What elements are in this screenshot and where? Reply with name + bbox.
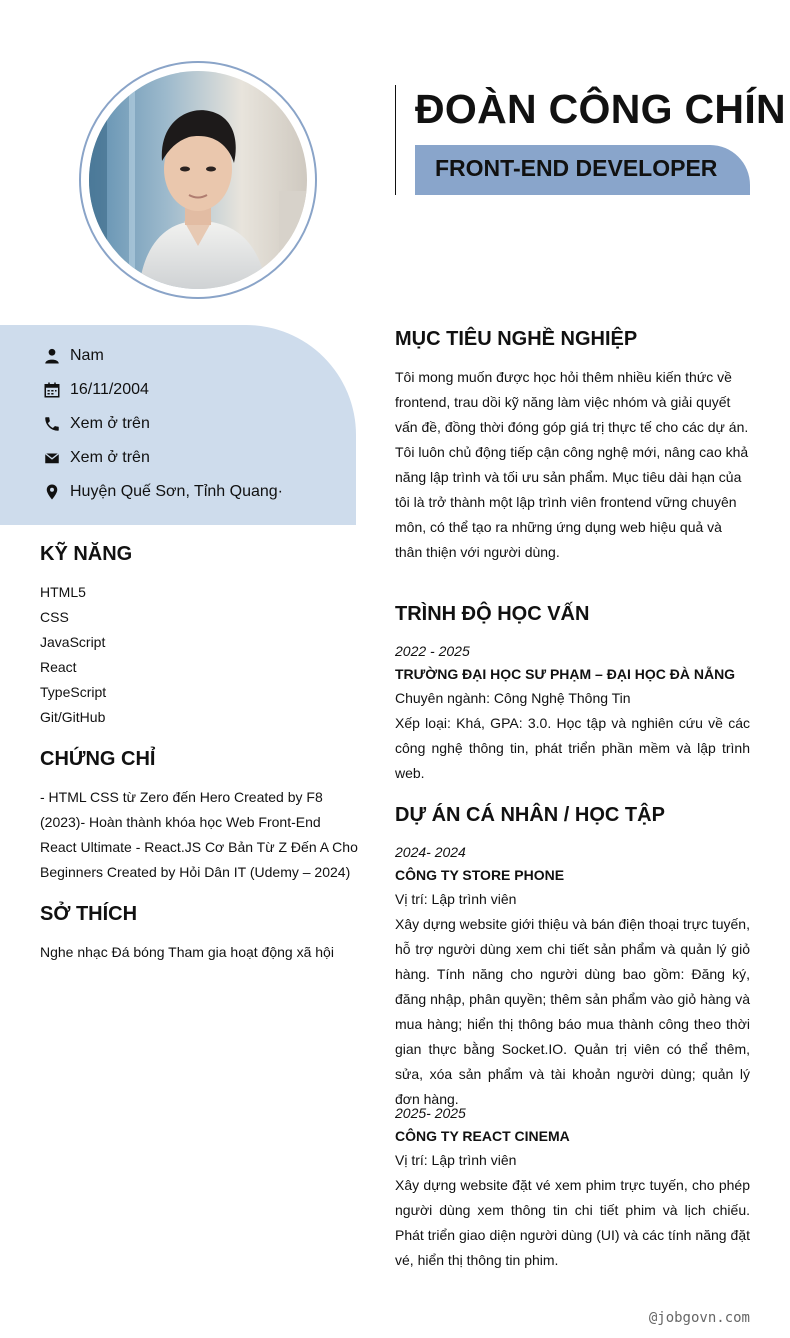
contact-gender — [42, 339, 104, 373]
skill-item: CSS — [40, 609, 69, 625]
header-divider — [395, 85, 396, 195]
project-description: Xây dựng website đặt vé xem phim trực tuyến, cho phép người dùng xem thông tin chi tiết phim và lịch chiếu. Phát triển giao diện người dùng (UI) và các tính năng đặt vé, hiển thị thông tin phim. — [395, 1177, 750, 1268]
education-detail: Xếp loại: Khá, GPA: 3.0. Học tập và nghiên cứu về các công nghệ thông tin, phát triển phần mềm và lập trình web. — [395, 715, 750, 781]
candidate-name: ĐOÀN CÔNG CHÍN — [415, 86, 786, 132]
contact-phone-text: Xem ở trên — [70, 415, 150, 432]
watermark: @jobgovn.com — [648, 1310, 750, 1326]
skill-item: HTML5 — [40, 584, 86, 600]
avatar-photo — [89, 71, 307, 289]
avatar — [89, 71, 307, 289]
skill-item: JavaScript — [40, 634, 106, 650]
candidate-role: FRONT-END DEVELOPER — [435, 155, 718, 181]
contact-gender-text: Nam — [70, 347, 104, 364]
project-period: 2024- 2024 — [395, 844, 466, 860]
education-major: Chuyên ngành: Công Nghệ Thông Tin — [395, 690, 631, 706]
skills-title: KỸ NĂNG — [40, 543, 133, 565]
projects-title: DỰ ÁN CÁ NHÂN / HỌC TẬP — [395, 804, 665, 826]
certificates-title: CHỨNG CHỈ — [40, 748, 156, 770]
hobbies-text: Nghe nhạc Đá bóng Tham gia hoạt động xã hội — [40, 944, 334, 960]
objective-title: MỤC TIÊU NGHỀ NGHIỆP — [395, 328, 638, 350]
project-position: Vị trí: Lập trình viên — [395, 1152, 517, 1168]
project-name: CÔNG TY REACT CINEMA — [395, 1128, 570, 1144]
education-title: TRÌNH ĐỘ HỌC VẤN — [395, 603, 590, 625]
contact-email — [42, 441, 150, 475]
education-school: TRƯỜNG ĐẠI HỌC SƯ PHẠM – ĐẠI HỌC ĐÀ NẴNG — [395, 666, 736, 682]
calendar-icon — [42, 380, 62, 400]
contact-email-text: Xem ở trên — [70, 449, 150, 466]
contact-phone — [42, 407, 150, 441]
mail-icon — [42, 448, 62, 468]
contact-dob-text: 16/11/2004 — [70, 381, 149, 398]
contact-dob — [42, 373, 149, 407]
objective-text: Tôi mong muốn được học hỏi thêm nhiều kiến thức về frontend, trau dồi kỹ năng làm việc nhóm và giải quyết vấn đề, đồng thời đóng góp giá trị thực tế cho các dự án. Tôi luôn chủ động tiếp cận công nghệ mới, nâng cao khả năng lập trình và tối ưu sản phẩm. Mục tiêu dài hạn của tôi là trở thành một lập trình viên frontend vững chuyên môn, có thể tạo ra những ứng dụng web hiệu quả và thân thiện với người dùng. — [395, 369, 749, 560]
project-name: CÔNG TY STORE PHONE — [395, 867, 565, 883]
project-description: Xây dựng website giới thiệu và bán điện thoại trực tuyến, hỗ trợ người dùng xem chi tiết sản phẩm và quản lý giỏ hàng. Tính năng cho người dùng bao gồm: Đăng ký, đăng nhập, phân quyền; thêm sản phẩm vào giỏ hàng và mua hàng; hiển thị thông báo mua thành công theo thời gian thực bằng Socket.IO. Quản trị viên có thể thêm, sửa, xóa sản phẩm và tài khoản người dùng; quản lý đơn hàng. — [395, 916, 750, 1107]
skill-item: React — [40, 659, 77, 675]
skill-item: Git/GitHub — [40, 709, 106, 725]
skill-item: TypeScript — [40, 684, 107, 700]
phone-icon — [42, 414, 62, 434]
project-period: 2025- 2025 — [395, 1105, 466, 1121]
contact-address-text: Huyện Quế Sơn, Tỉnh Quang· — [70, 483, 283, 500]
education-period: 2022 - 2025 — [395, 643, 470, 659]
project-position: Vị trí: Lập trình viên — [395, 891, 517, 907]
location-pin-icon — [42, 482, 62, 502]
person-icon — [42, 346, 62, 366]
contact-address — [42, 475, 283, 509]
hobbies-title: SỞ THÍCH — [40, 903, 138, 925]
certificates-text: - HTML CSS từ Zero đến Hero Created by F8 (2023)- Hoàn thành khóa học Web Front-End React Ultimate - React.JS Cơ Bản Từ Z Đến A Cho Beginners Created by Hỏi Dân IT (Udemy – 2024) — [40, 789, 358, 880]
